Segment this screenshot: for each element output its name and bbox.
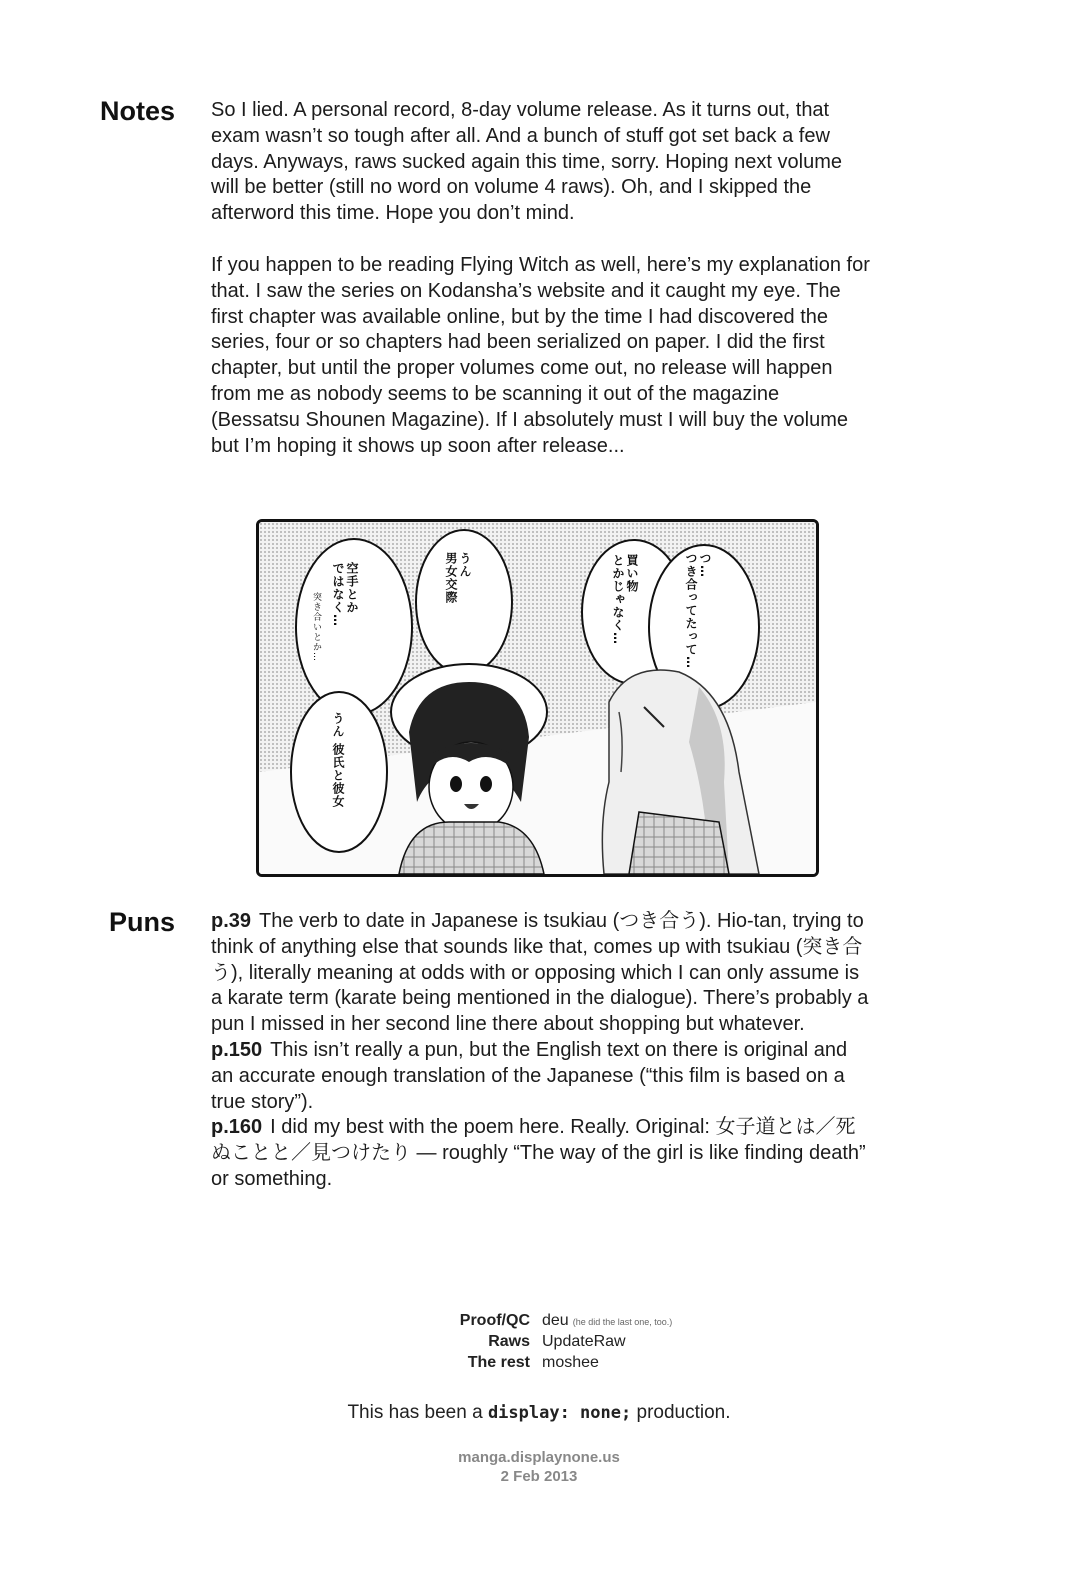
speech-bubble-shopping: 買い物 とかじゃなく…: [611, 554, 639, 645]
pun-page-number: p.150: [211, 1038, 263, 1061]
pun-page-number: p.39: [211, 910, 252, 932]
manga-panel-image: [256, 519, 819, 877]
footer: [0, 1448, 1078, 1486]
puns-body: [211, 909, 871, 1193]
notes-body: [211, 98, 871, 459]
credit-name: UpdateRaw: [542, 1333, 626, 1350]
production-line: This has been a display: none; production.: [347, 1402, 731, 1423]
credit-role: The rest: [467, 1354, 530, 1371]
credit-name: deu (he did the last one, too.): [542, 1312, 673, 1329]
speech-bubble-going-out: つ… つき合ってたって…: [684, 552, 712, 669]
speech-bubble-karate-aside: 突き合いとか…: [311, 592, 321, 662]
release-date: 2 Feb 2013: [500, 1468, 578, 1485]
credit-role: Proof/QC: [459, 1312, 530, 1329]
site-url: manga.displaynone.us: [458, 1449, 620, 1466]
credit-role: Raws: [488, 1333, 530, 1350]
credit-row: [0, 1354, 1078, 1376]
credit-row: [0, 1312, 1078, 1334]
pun-text: This isn’t really a pun, but the English text on there is original and an accurate enough translation of the Japanese (“this film is based on a true story”).: [211, 1038, 848, 1113]
speech-bubble-boyfriend-girlfriend: うん 彼氏と彼女: [331, 712, 345, 809]
notes-paragraph-1: So I lied. A personal record, 8-day volume release. As it turns out, that exam wasn’t so tough after all. And a bunch of stuff got set back a few days. Anyways, raws sucked again this time, sorry. Hoping next volume will be better (still no word on volume 4 raws). Oh, and I skipped the afterword this time. Hope you don’t mind.: [211, 99, 843, 225]
speech-bubble-dating: うん 男女交際: [444, 552, 472, 604]
notes-paragraph-2: If you happen to be reading Flying Witch as well, here’s my explanation for that. I saw the series on Kodansha’s website and it caught my eye. The first chapter was available online, but by the time I had discovered the series, four or so chapters had been serialized on paper. I did the first chapter, but until the proper volumes come out, no release will happen from me as nobody seems to be scanning it out of the magazine (Bessatsu Shounen Magazine). If I absolutely must I will buy the volume but I’m hoping it shows up soon after release...: [211, 253, 870, 457]
credit-note: (he did the last one, too.): [572, 1317, 673, 1327]
notes-heading: Notes: [99, 96, 175, 126]
pun-entry-p160: [211, 1115, 871, 1192]
pun-page-number: p.160: [211, 1116, 263, 1139]
puns-heading: Puns: [108, 907, 175, 937]
pun-entry-p150: [211, 1038, 871, 1115]
pun-text: I did my best with the poem here. Really. Original: 女子道とは／死ぬことと／見つけたり — roughly “The way of the girl is like finding death” or something.: [211, 1116, 866, 1190]
speech-bubble-karate: 空手とか ではなく…: [331, 562, 359, 627]
credit-name: moshee: [542, 1354, 599, 1371]
pun-entry-p39: [211, 909, 871, 1038]
credit-row: [0, 1333, 1078, 1355]
production-code: display: none;: [487, 1403, 632, 1423]
pun-text: The verb to date in Japanese is tsukiau (つき合う). Hio-tan, trying to think of anything else that sounds like that, comes up with tsukiau (突き合う), literally meaning at odds with or opposing which I can only assume is a karate term (karate being mentioned in the dialogue). There’s probably a pun I missed in her second line there about shopping but whatever.: [211, 910, 869, 1036]
